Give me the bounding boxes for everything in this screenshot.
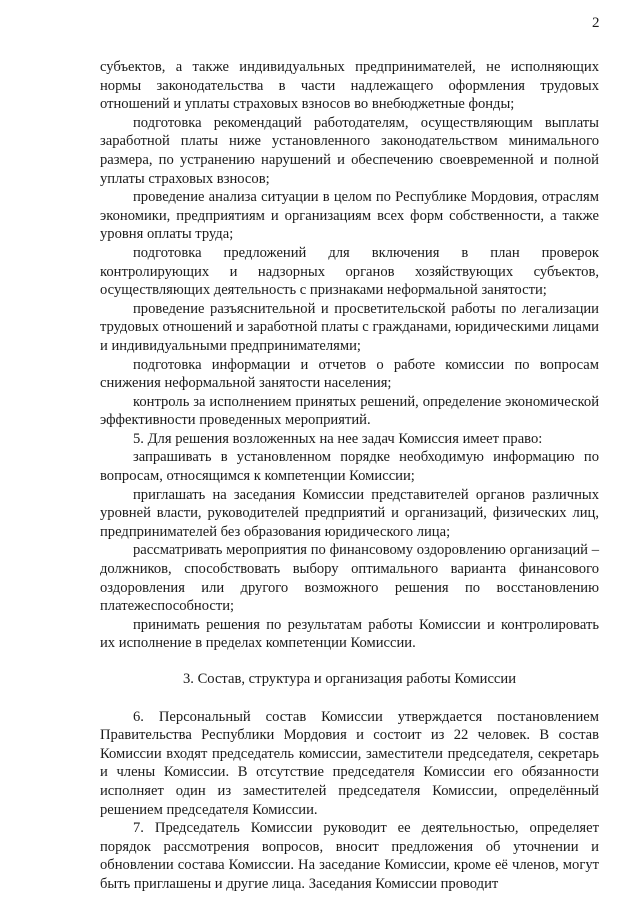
paragraph-item: запрашивать в установленном порядке необходимую информацию по вопросам, относящимся к компетенции Комиссии; [100,449,599,485]
document-body [100,58,599,894]
paragraph-item: рассматривать мероприятия по финансовому оздоровлению организаций – должников, способствовать выбору оптимального варианта финансового оздоровления или другого возможного решения по восстановлению платежеспособности; [100,542,599,615]
paragraph-item: подготовка предложений для включения в план проверок контролирующих и надзорных органов хозяйствующих субъектов, осуществляющих деятельность с признаками неформальной занятости; [100,244,599,299]
section-heading: 3. Состав, структура и организация работы Комиссии [182,671,517,687]
paragraph-item: проведение анализа ситуации в целом по Республике Мордовия, отраслям экономики, предприятиям и организациям всех форм собственности, а также уровня оплаты труда; [100,189,599,243]
paragraph-item: контроль за исполнением принятых решений, определение экономической эффективности проведенных мероприятий. [100,393,599,429]
paragraph-item: приглашать на заседания Комиссии представителей органов различных уровней власти, руководителей предприятий и организаций, физических лиц, предпринимателей без образования юридического лица; [100,486,599,540]
paragraph-continuation: субъектов, а также индивидуальных предпринимателей, не исполняющих нормы законодательства в части надлежащего оформления трудовых отношений и уплаты страховых взносов во внебюджетные фонды; [100,59,599,113]
paragraph-item: принимать решения по результатам работы Комиссии и контролировать их исполнение в пределах компетенции Комиссии. [100,616,599,652]
paragraph-item: проведение разъяснительной и просветительской работы по легализации трудовых отношений и заработной платы с гражданами, юридическими лицами и индивидуальными предпринимателями; [100,300,599,354]
paragraph-item: подготовка рекомендаций работодателям, осуществляющим выплаты заработной платы ниже установленного законодательством минимального размера, по устранению нарушений и обеспечению своевременной и полной уплаты страховых взносов; [100,114,599,187]
clause-7: 7. Председатель Комиссии руководит ее деятельностью, определяет порядок рассмотрения вопросов, вносит предложения об уточнении и обновлении состава Комиссии. На заседание Комиссии, кроме её членов, могут быть приглашены и другие лица. Заседания Комиссии проводит [100,820,599,892]
page-number: 2 [592,15,600,31]
clause-6: 6. Персональный состав Комиссии утверждается постановлением Правительства Республики Мордовия и состоит из 22 человек. В состав Комиссии входят председатель комиссии, заместители председателя, секретарь и члены Комиссии. В отсутствие председателя Комиссии его обязанности исполняет один из заместителей председателя Комиссии, определённый решением председателя Комиссии. [100,708,599,818]
paragraph-item: подготовка информации и отчетов о работе комиссии по вопросам снижения неформальной занятости населения; [100,356,599,392]
clause-5: 5. Для решения возложенных на нее задач Комиссия имеет право: [133,430,543,447]
